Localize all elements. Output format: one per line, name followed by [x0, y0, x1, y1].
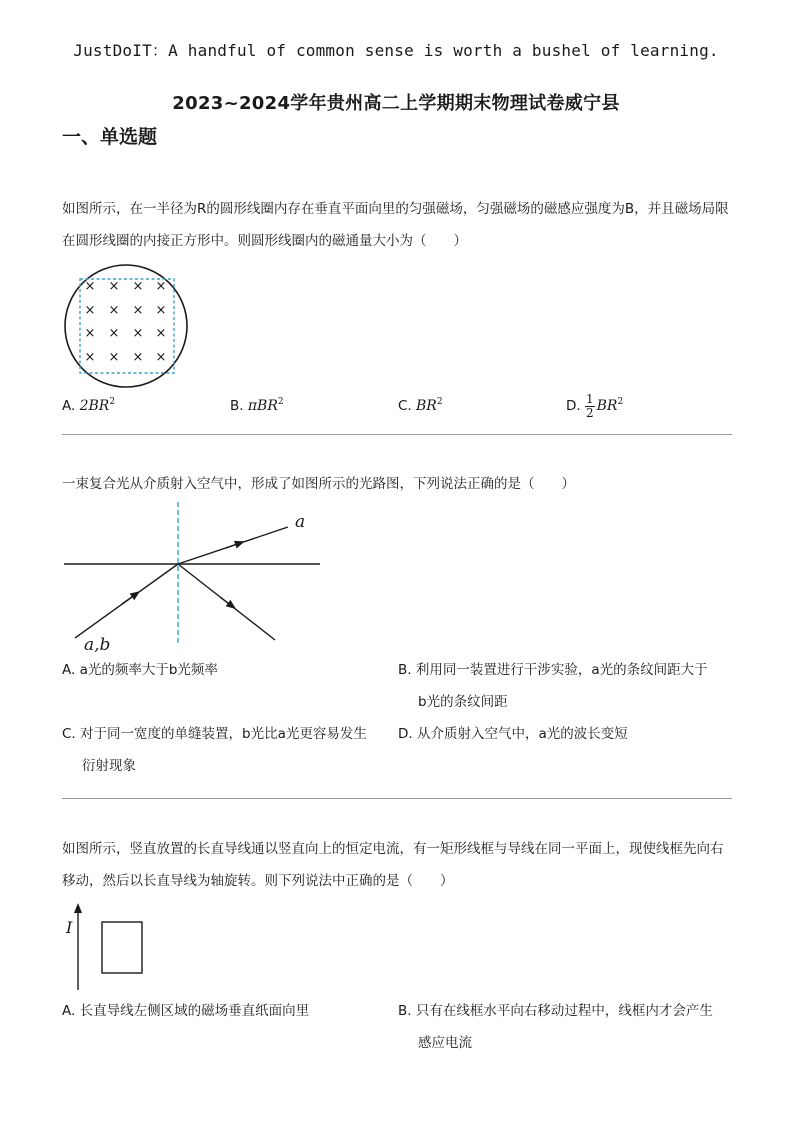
q1-option-d[interactable] — [566, 386, 623, 422]
q2-option-b-cont: b光的条纹间距 — [418, 694, 508, 710]
q1-field-mark: × — [108, 279, 120, 294]
q1-field-mark: × — [108, 326, 120, 341]
q3-frame — [102, 922, 142, 973]
q1-option-c[interactable] — [398, 386, 443, 422]
q1-option-a[interactable] — [62, 386, 115, 422]
q2-stem: 一束复合光从介质射入空气中，形成了如图所示的光路图，下列说法正确的是（ ） — [62, 476, 575, 492]
q1-field-mark: × — [84, 326, 96, 341]
q1-field-mark: × — [108, 303, 120, 318]
q1-coil-circle — [65, 265, 187, 387]
q1-field-mark: × — [132, 303, 144, 318]
q1-option-c-value: $BR^2$ — [416, 397, 443, 414]
q2-incident-arrow — [122, 594, 136, 604]
q3-current-label: I — [66, 918, 73, 937]
q1-field-mark: × — [84, 303, 96, 318]
q1-option-c-label: C. — [398, 398, 412, 414]
q1-option-d-label: D. — [566, 398, 581, 414]
divider — [62, 798, 732, 799]
q1-option-a-label: A. — [62, 398, 76, 414]
q2-refracted-arrow — [226, 543, 240, 548]
q2-reflected-arrow — [220, 597, 232, 606]
q1-figure — [60, 268, 195, 388]
q2-figure — [60, 500, 330, 660]
q1-option-d-fraction: $\frac{1}{2}$ — [585, 391, 594, 420]
section-heading: 一、单选题 — [62, 126, 158, 148]
q1-field-mark: × — [108, 350, 120, 365]
q2-label-a: a — [295, 512, 306, 532]
q1-option-b-value: πBR$^2$ — [247, 397, 284, 414]
q1-field-marks — [85, 279, 167, 365]
q1-field-mark: × — [132, 279, 144, 294]
q3-figure — [60, 898, 160, 994]
q2-label-ab: a,b — [84, 635, 111, 655]
divider — [62, 434, 732, 435]
q1-option-b[interactable] — [230, 386, 284, 422]
header-motto: JustDoIT：A handful of common sense is worth a bushel of learning. — [73, 41, 719, 60]
q1-field-mark: × — [84, 350, 96, 365]
page-title: 2023~2024学年贵州高二上学期期末物理试卷威宁县 — [172, 93, 620, 114]
q1-field-mark: × — [155, 279, 167, 294]
q3-option-b-cont: 感应电流 — [418, 1035, 472, 1051]
q2-option-b[interactable]: B. 利用同一装置进行干涉实验，a光的条纹间距大于 — [398, 662, 708, 678]
q1-option-d-value: $\frac{1}{2}$ $BR^2$ — [585, 391, 624, 420]
q1-stem: 如图所示，在一半径为R的圆形线圈内存在垂直平面向里的匀强磁场，匀强磁场的磁感应强度为B，并且磁场局限在圆形线圈的内接正方形中。则圆形线圈内的磁通量大小为（ ） — [62, 201, 729, 249]
q1-field-mark: × — [155, 326, 167, 341]
q2-option-c-cont: 衍射现象 — [82, 758, 136, 774]
q2-option-c[interactable]: C. 对于同一宽度的单缝装置，b光比a光更容易发生 — [62, 726, 367, 742]
q1-field-mark: × — [84, 279, 96, 294]
q1-field-mark: × — [132, 350, 144, 365]
q1-option-a-value: $2BR^2$ — [79, 397, 116, 414]
q1-field-mark: × — [155, 303, 167, 318]
q3-option-b[interactable]: B. 只有在线框水平向右移动过程中，线框内才会产生 — [398, 1003, 713, 1019]
q1-field-mark: × — [155, 350, 167, 365]
q3-stem: 如图所示，竖直放置的长直导线通以竖直向上的恒定电流，有一矩形线框与导线在同一平面上，现使线框先向右移动，然后以长直导线为轴旋转。则下列说法中正确的是（ ） — [62, 841, 724, 889]
q2-option-d[interactable]: D. 从介质射入空气中，a光的波长变短 — [398, 726, 628, 742]
q2-option-a[interactable]: A. a光的频率大于b光频率 — [62, 662, 218, 678]
q1-option-b-label: B. — [230, 398, 244, 414]
q1-field-mark: × — [132, 326, 144, 341]
q3-option-a[interactable]: A. 长直导线左侧区域的磁场垂直纸面向里 — [62, 1003, 310, 1019]
